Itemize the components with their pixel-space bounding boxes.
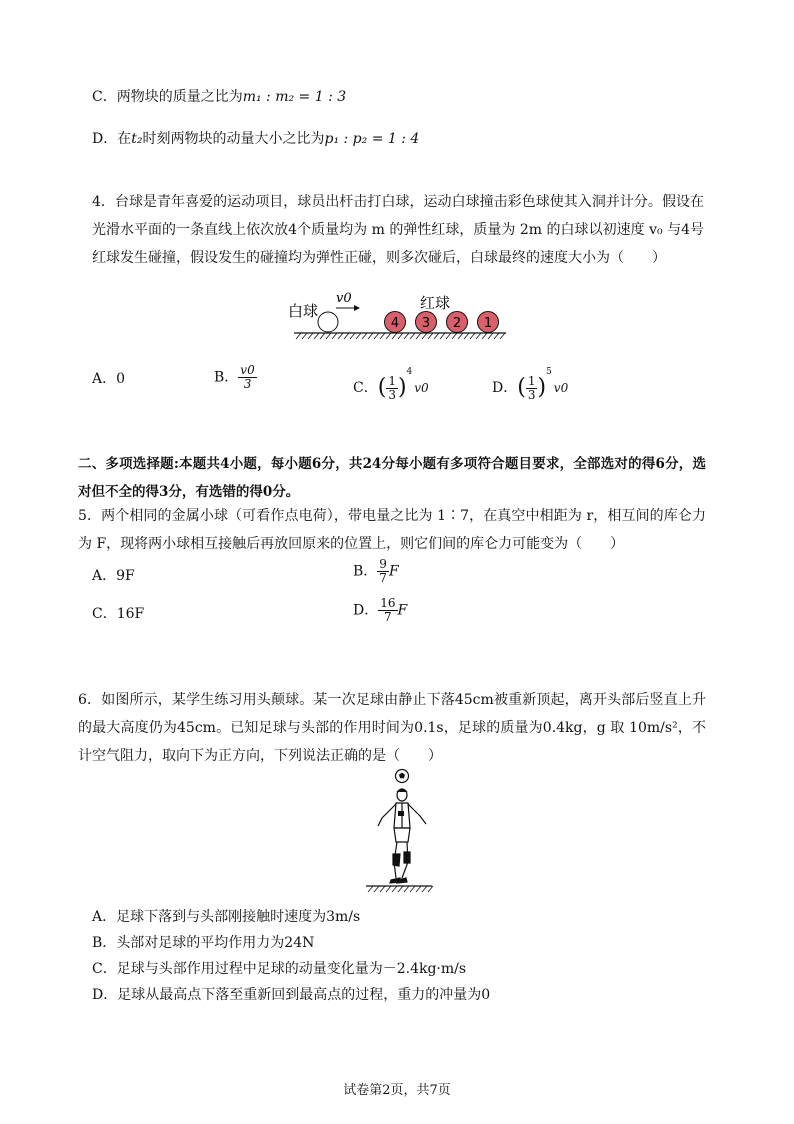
soccer-ball-icon <box>396 770 409 783</box>
q6-option-b: B．头部对足球的平均作用力为24N <box>92 935 315 951</box>
option-label: D． <box>492 380 518 396</box>
q6-option-c: C．足球与头部作用过程中足球的动量变化量为－2.4kg·m/s <box>92 961 467 977</box>
q5-option-d <box>353 597 407 624</box>
red-ball-number: 1 <box>483 316 493 331</box>
student-person-icon <box>378 789 426 883</box>
question-4-stem: 4．台球是青年喜爱的运动项目，球员出杆击打白球，运动白球撞击彩色球使其入洞并计分。假设在光滑水平面的一条直线上依次放4个质量均为 m 的弹性红球，质量为 2m 的白球以初速度 v₀ 与4号红球发生碰撞，假设发生的碰撞均为弹性正碰，则多次碰后，白球最终的速度大小为（ ） <box>92 194 704 266</box>
student-heading-figure <box>360 766 436 896</box>
option-text: 在 <box>117 131 132 147</box>
billiard-figure <box>288 288 510 344</box>
red-ball-number: 3 <box>421 316 431 331</box>
numerator: 1 <box>527 373 536 388</box>
white-ball <box>318 312 338 332</box>
numerator: 1 <box>388 373 396 388</box>
numerator: 9 <box>379 557 387 571</box>
red-ball-number: 2 <box>452 316 462 331</box>
option-math: p₁ : p₂ = 1 : 4 <box>324 131 420 147</box>
prev-option-c <box>92 87 346 107</box>
option-value: 16F <box>116 606 145 622</box>
option-label: D． <box>92 131 118 147</box>
exponent: 5 <box>546 367 552 377</box>
q6-option-a: A．足球下落到与头部刚接触时速度为3m/s <box>92 909 361 925</box>
denominator: 7 <box>379 571 387 585</box>
option-label: B． <box>214 369 239 386</box>
option-value: 0 <box>116 371 126 387</box>
option-label: B． <box>353 563 378 580</box>
fraction <box>238 364 256 391</box>
red-ball-number: 4 <box>390 316 400 331</box>
denominator: 3 <box>388 387 396 402</box>
option-text: 时刻两物块的动量大小之比为 <box>142 131 325 147</box>
q5-option-c <box>92 604 144 624</box>
option-label: A． <box>92 371 117 387</box>
denominator: 7 <box>384 610 392 624</box>
q6-option-d: D．足球从最高点下落至重新回到最高点的过程，重力的冲量为0 <box>92 987 491 1003</box>
exponent: 4 <box>406 367 413 377</box>
denominator: 3 <box>527 387 536 402</box>
option-text: 两物块的质量之比为 <box>116 89 243 105</box>
variable: v0 <box>553 381 569 395</box>
option-label: C． <box>353 380 378 396</box>
page-footer: 试卷第2页，共7页 <box>343 1083 451 1098</box>
option-label: C． <box>92 89 117 105</box>
option-label: D． <box>353 602 379 619</box>
numerator: v0 <box>240 363 255 377</box>
option-label: C． <box>92 606 117 622</box>
variable: F <box>397 602 408 619</box>
surface-hatching <box>296 333 505 339</box>
denominator: 3 <box>243 377 252 391</box>
option-math: m₁ : m₂ = 1 : 3 <box>242 89 347 105</box>
q5-option-a <box>92 566 135 586</box>
v0-label: v0 <box>336 291 352 306</box>
variable: F <box>388 563 399 580</box>
q5-option-b <box>353 558 399 585</box>
fraction <box>386 375 398 402</box>
q4-option-d: D．( $\frac{1}{3}$ )$^5$v0 <box>492 367 569 402</box>
option-math: t₂ <box>131 131 143 147</box>
fraction <box>378 597 397 624</box>
fraction <box>377 558 389 585</box>
option-value: 9F <box>116 568 135 584</box>
red-ball-label: 红球 <box>420 294 451 312</box>
q4-option-c: C．( $\frac{1}{3}$ )$^4$v0 <box>353 367 429 402</box>
prev-option-d <box>92 129 419 149</box>
q4-option-a <box>92 369 125 389</box>
red-balls <box>385 312 499 333</box>
q4-option-b <box>214 364 257 391</box>
section-2-heading: 二、多项选择题:本题共4小题，每小题6分，共24分每小题有多项符合题目要求，全部选对的得6分，选对但不全的得3分，有选错的得0分。 <box>78 456 706 500</box>
ground-hatching <box>368 886 433 892</box>
numerator: 16 <box>380 596 396 610</box>
question-6-stem: 6．如图所示，某学生练习用头颠球。某一次足球由静止下落45cm被重新顶起，离开头部后竖直上升的最大高度仍为45cm。已知足球与头部的作用时间为0.1s，足球的质量为0.4kg，g 取 10m/s²，不计空气阻力，取向下为正方向，下列说法正确的是（ ） <box>78 692 706 764</box>
fraction <box>526 375 538 402</box>
white-ball-label: 白球 <box>288 302 319 320</box>
question-5-stem: 5．两个相同的金属小球（可看作点电荷），带电量之比为 1∶7，在真空中相距为 r，相互间的库仑力为 F，现将两小球相互接触后再放回原来的位置上，则它们间的库仑力可能变为（ ） <box>78 508 706 552</box>
option-label: A． <box>92 568 117 584</box>
variable: v0 <box>414 381 429 395</box>
